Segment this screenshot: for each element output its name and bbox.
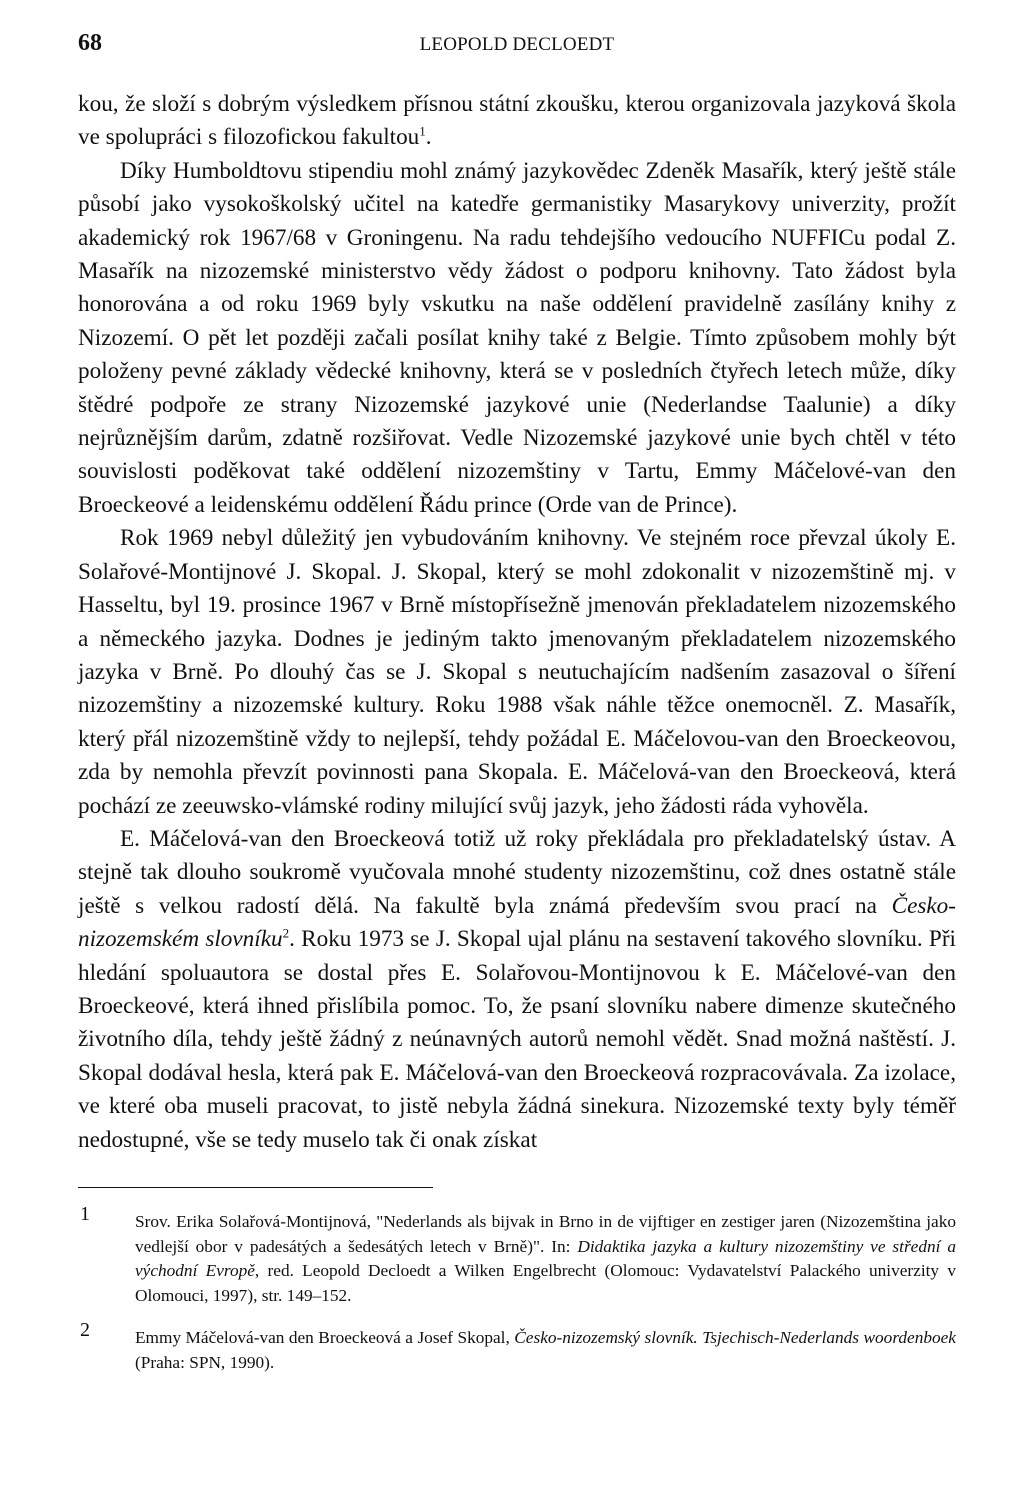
body-text bbox=[78, 88, 956, 1157]
paragraph-text: kou, že složí s dobrým výsledkem přísnou státní zkoušku, kterou organizovala jazyková škola ve spolupráci s filozofickou fakultou bbox=[78, 91, 956, 151]
footnotes bbox=[78, 1203, 956, 1375]
footnote-mark: 1 bbox=[80, 1203, 90, 1225]
footnote-text-continued: , red. Leopold Decloedt a Wilken Engelbrecht (Olomouc: Vydavatelství Palackého univerzity v Olomouci, 1997), str. 149–152. bbox=[135, 1261, 956, 1305]
book-page bbox=[78, 28, 956, 1393]
running-title: LEOPOLD DECLOEDT bbox=[419, 34, 615, 55]
footnote-text: Srov. Erika Solařová-Montijnová, "Nederlands als bijvak in Brno in de vijftiger en zestiger jaren (Nizozemština jako vedlejší obor v padesátých a šedesátých letech v Brně)". In: bbox=[135, 1212, 956, 1256]
footnote-text-continued: (Praha: SPN, 1990). bbox=[135, 1352, 275, 1372]
footnote-1 bbox=[78, 1203, 956, 1308]
footnote-2 bbox=[78, 1319, 956, 1375]
footnote-reference-2[interactable]: 2 bbox=[282, 925, 290, 941]
paragraph-text-continued: . Roku 1973 se J. Skopal ujal plánu na sestavení takového slovníku. Při hledání spoluautora se dostal přes E. Solařovou-Montijnovou k E. Máčelové-van den Broeckeové, která ihned přislíbila pomoc. To, že psaní slovníku nabere dimenze skutečného životního díla, tehdy ještě žádný z neúnavných autorů nemohl vědět. Snad možná naštěstí. J. Skopal dodával hesla, která pak E. Máčelová-van den Broeckeová rozpracovávala. Za izolace, ve které oba museli pracovat, to jistě nebyla žádná sinekura. Nizozemské texty byly téměř nedostupné, vše se tedy muselo tak či onak získat bbox=[78, 926, 956, 1153]
page-number: 68 bbox=[78, 30, 102, 56]
dictionary-title: Česko-nizozemském slovníku bbox=[78, 892, 956, 953]
footnote-mark: 2 bbox=[80, 1319, 90, 1341]
running-header bbox=[78, 28, 956, 64]
footnote-source-title: Česko-nizozemský slovník. Tsjechisch-Nederlands woordenboek bbox=[514, 1328, 956, 1347]
paragraph-1 bbox=[78, 88, 956, 155]
paragraph-text: E. Máčelová-van den Broeckeová totiž už roky překládala pro překladatelský ústav. A stejně tak dlouho soukromě vyučovala mnohé studenty nizozemštinu, což dnes ostatně stále ještě s velkou radostí dělá. Na fakultě byla známá především svou prací na bbox=[78, 825, 956, 919]
footnote-reference-1[interactable]: 1 bbox=[419, 123, 426, 139]
paragraph-end-punctuation: . bbox=[425, 124, 432, 151]
paragraph-2: Díky Humboldtovu stipendiu mohl známý jazykovědec Zdeněk Masařík, který ještě stále působí jako vysokoškolský učitel na katedře germanistiky Masarykovy univerzity, prožít akademický rok 1967/68 v Groningenu. Na radu tehdejšího vedoucího NUFFICu podal Z. Masařík na nizozemské ministerstvo vědy žádost o podporu knihovny. Tato žádost byla honorována a od roku 1969 byly vskutku na naše oddělení pravidelně zasílány knihy z Nizozemí. O pět let později začali posílat knihy také z Belgie. Tímto způsobem mohly být položeny pevné základy vědecké knihovny, která se v posledních čtyřech letech může, díky štědré podpoře ze strany Nizozemské jazykové unie (Nederlandse Taalunie) a díky nejrůznějším darům, zdatně rozšiřovat. Vedle Nizozemské jazykové unie bych chtěl v této souvislosti poděkovat také oddělení nizozemštiny v Tartu, Emmy Máčelové-van den Broeckeové a leidenskému oddělení Řádu prince (Orde van de Prince). bbox=[78, 157, 956, 518]
footnote-separator bbox=[78, 1187, 433, 1188]
paragraph-4 bbox=[78, 823, 956, 1157]
footnote-source-title: Didaktika jazyka a kultury nizozemštiny ve střední a východní Evropě bbox=[135, 1236, 956, 1280]
footnote-text: Emmy Máčelová-van den Broeckeová a Josef Skopal, bbox=[135, 1328, 515, 1347]
paragraph-3: Rok 1969 nebyl důležitý jen vybudováním knihovny. Ve stejném roce převzal úkoly E. Solařové-Montijnové J. Skopal. J. Skopal, který se mohl zdokonalit v nizozemštině mj. v Hasseltu, byl 19. prosince 1967 v Brně místopřísežně jmenován překladatelem nizozemského a německého jazyka. Dodnes je jediným takto jmenovaným překladatelem nizozemského jazyka v Brně. Po dlouhý čas se J. Skopal s neutuchajícím nadšením zasazoval o šíření nizozemštiny a nizozemské kultury. Roku 1988 však náhle těžce onemocněl. Z. Masařík, který přál nizozemštině vždy to nejlepší, tehdy požádal E. Máčelovou-van den Broeckeovou, zda by nemohla převzít povinnosti pana Skopala. E. Máčelová-van den Broeckeová, která pochází ze zeeuwsko-vlámské rodiny milující svůj jazyk, jeho žádosti ráda vyhověla. bbox=[78, 525, 956, 819]
